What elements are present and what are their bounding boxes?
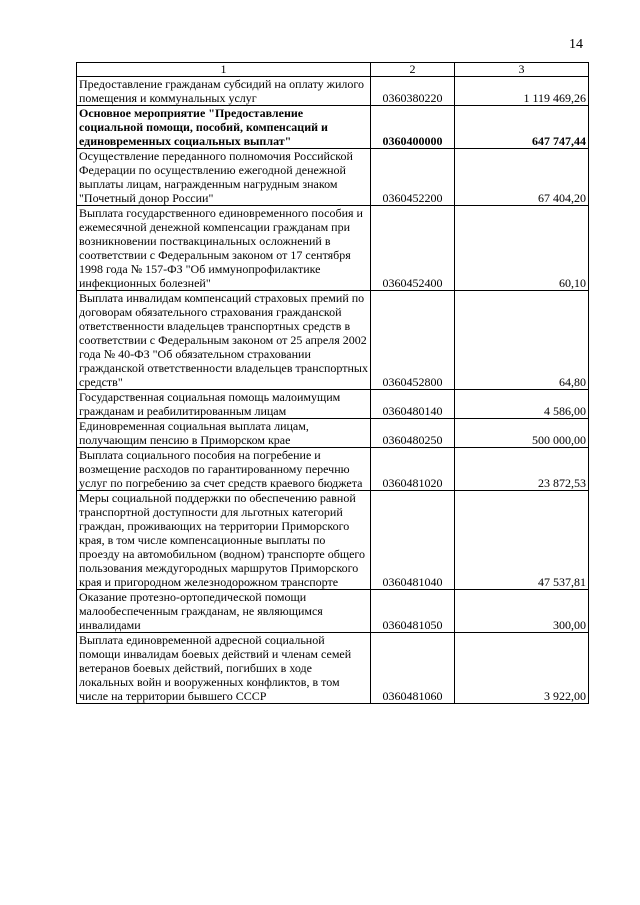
row-code: 0360480250 <box>371 419 455 448</box>
row-amount: 647 747,44 <box>455 106 589 149</box>
row-code: 0360480140 <box>371 390 455 419</box>
row-name: Осуществление переданного полномочия Российской Федерации по осуществлению ежегодной денежной выплаты лицам, награжденным нагрудным знаком "Почетный донор России" <box>77 149 371 206</box>
row-code: 0360481050 <box>371 590 455 633</box>
row-amount: 1 119 469,26 <box>455 77 589 106</box>
table-row <box>77 390 589 419</box>
row-name: Оказание протезно-ортопедической помощи малообеспеченным гражданам, не являющимся инвалидами <box>77 590 371 633</box>
row-amount: 3 922,00 <box>455 633 589 704</box>
row-amount: 67 404,20 <box>455 149 589 206</box>
budget-table <box>76 62 589 704</box>
row-amount: 23 872,53 <box>455 448 589 491</box>
row-code: 0360452400 <box>371 206 455 291</box>
column-header-2: 2 <box>371 63 455 77</box>
table-row <box>77 419 589 448</box>
table-row <box>77 106 589 149</box>
table-row <box>77 149 589 206</box>
row-name: Выплата государственного единовременного пособия и ежемесячной денежной компенсации гражданам при возникновении поствакцинальных осложнений в соответствии с Федеральным законом от 17 сентября 1998 года № 157-ФЗ "Об иммунопрофилактике инфекционных болезней" <box>77 206 371 291</box>
table-row <box>77 77 589 106</box>
table-row <box>77 206 589 291</box>
table-row <box>77 448 589 491</box>
row-amount: 4 586,00 <box>455 390 589 419</box>
page-number: 14 <box>569 37 583 52</box>
row-name: Единовременная социальная выплата лицам, получающим пенсию в Приморском крае <box>77 419 371 448</box>
table-row <box>77 633 589 704</box>
table-header-row <box>77 63 589 77</box>
table-row <box>77 491 589 590</box>
row-name: Основное мероприятие "Предоставление социальной помощи, пособий, компенсаций и единовременных социальных выплат" <box>77 106 371 149</box>
row-amount: 300,00 <box>455 590 589 633</box>
row-amount: 64,80 <box>455 291 589 390</box>
row-name: Меры социальной поддержки по обеспечению равной транспортной доступности для льготных категорий граждан, проживающих на территории Приморского края, в том числе компенсационные выплаты по проезду на автомобильном (водном) транспорте общего пользования междугородных маршрутов Приморского края и пригородном железнодорожном транспорте <box>77 491 371 590</box>
row-code: 0360400000 <box>371 106 455 149</box>
column-header-3: 3 <box>455 63 589 77</box>
row-code: 0360481040 <box>371 491 455 590</box>
row-code: 0360380220 <box>371 77 455 106</box>
row-code: 0360481060 <box>371 633 455 704</box>
table-row <box>77 590 589 633</box>
row-name: Государственная социальная помощь малоимущим гражданам и реабилитированным лицам <box>77 390 371 419</box>
column-header-1: 1 <box>77 63 371 77</box>
row-amount: 500 000,00 <box>455 419 589 448</box>
row-name: Выплата социального пособия на погребение и возмещение расходов по гарантированному перечню услуг по погребению за счет средств краевого бюджета <box>77 448 371 491</box>
row-code: 0360452800 <box>371 291 455 390</box>
row-amount: 60,10 <box>455 206 589 291</box>
row-name: Предоставление гражданам субсидий на оплату жилого помещения и коммунальных услуг <box>77 77 371 106</box>
row-code: 0360452200 <box>371 149 455 206</box>
row-name: Выплата единовременной адресной социальной помощи инвалидам боевых действий и членам семей ветеранов боевых действий, погибших в ходе локальных войн и вооруженных конфликтов, в том числе на территории бывшего СССР <box>77 633 371 704</box>
table-row <box>77 291 589 390</box>
row-code: 0360481020 <box>371 448 455 491</box>
row-amount: 47 537,81 <box>455 491 589 590</box>
row-name: Выплата инвалидам компенсаций страховых премий по договорам обязательного страхования гражданской ответственности владельцев транспортных средств в соответствии с Федеральным законом от 25 апреля 2002 года № 40-ФЗ "Об обязательном страховании гражданской ответственности владельцев транспортных средств" <box>77 291 371 390</box>
